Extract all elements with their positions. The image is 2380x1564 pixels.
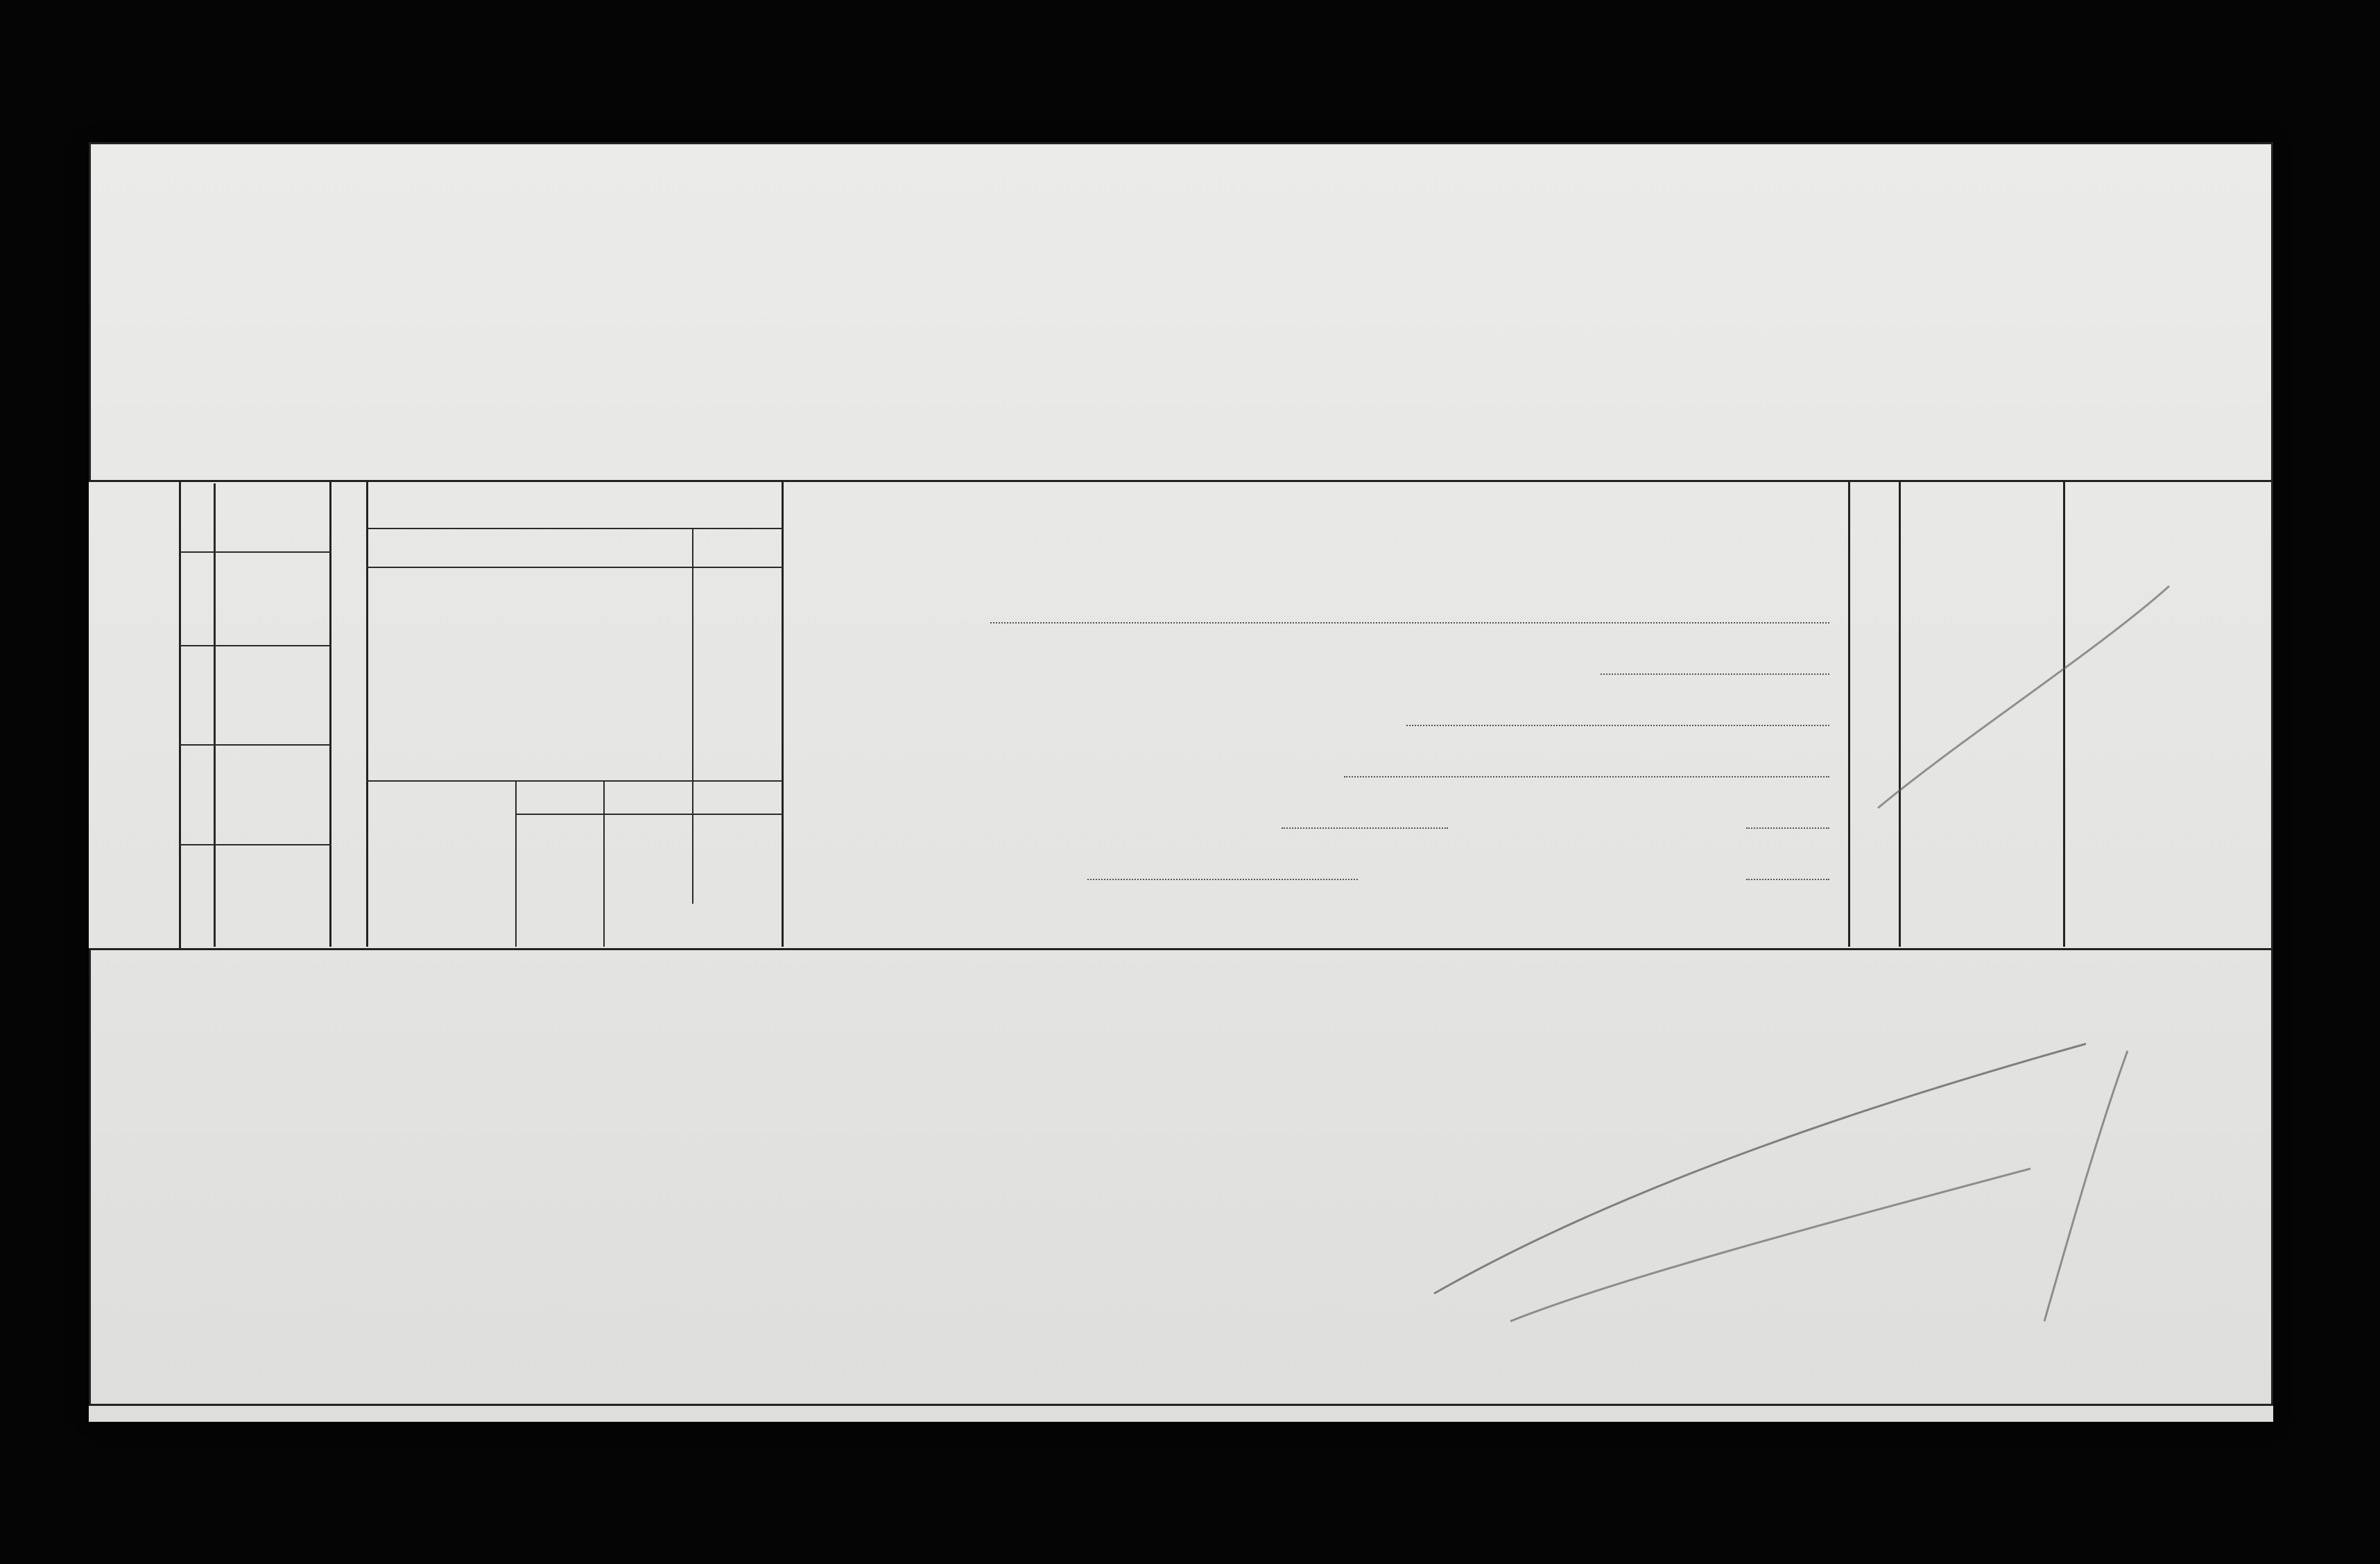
pencil-stroke-4 — [2044, 1051, 2128, 1321]
pencil-stroke-2 — [1510, 1169, 2030, 1321]
pencil-stroke-1 — [1434, 1044, 2086, 1294]
pencil-stroke-3 — [1878, 586, 2169, 808]
census-card — [89, 142, 2273, 1422]
pencil-strokes — [89, 142, 2273, 1422]
